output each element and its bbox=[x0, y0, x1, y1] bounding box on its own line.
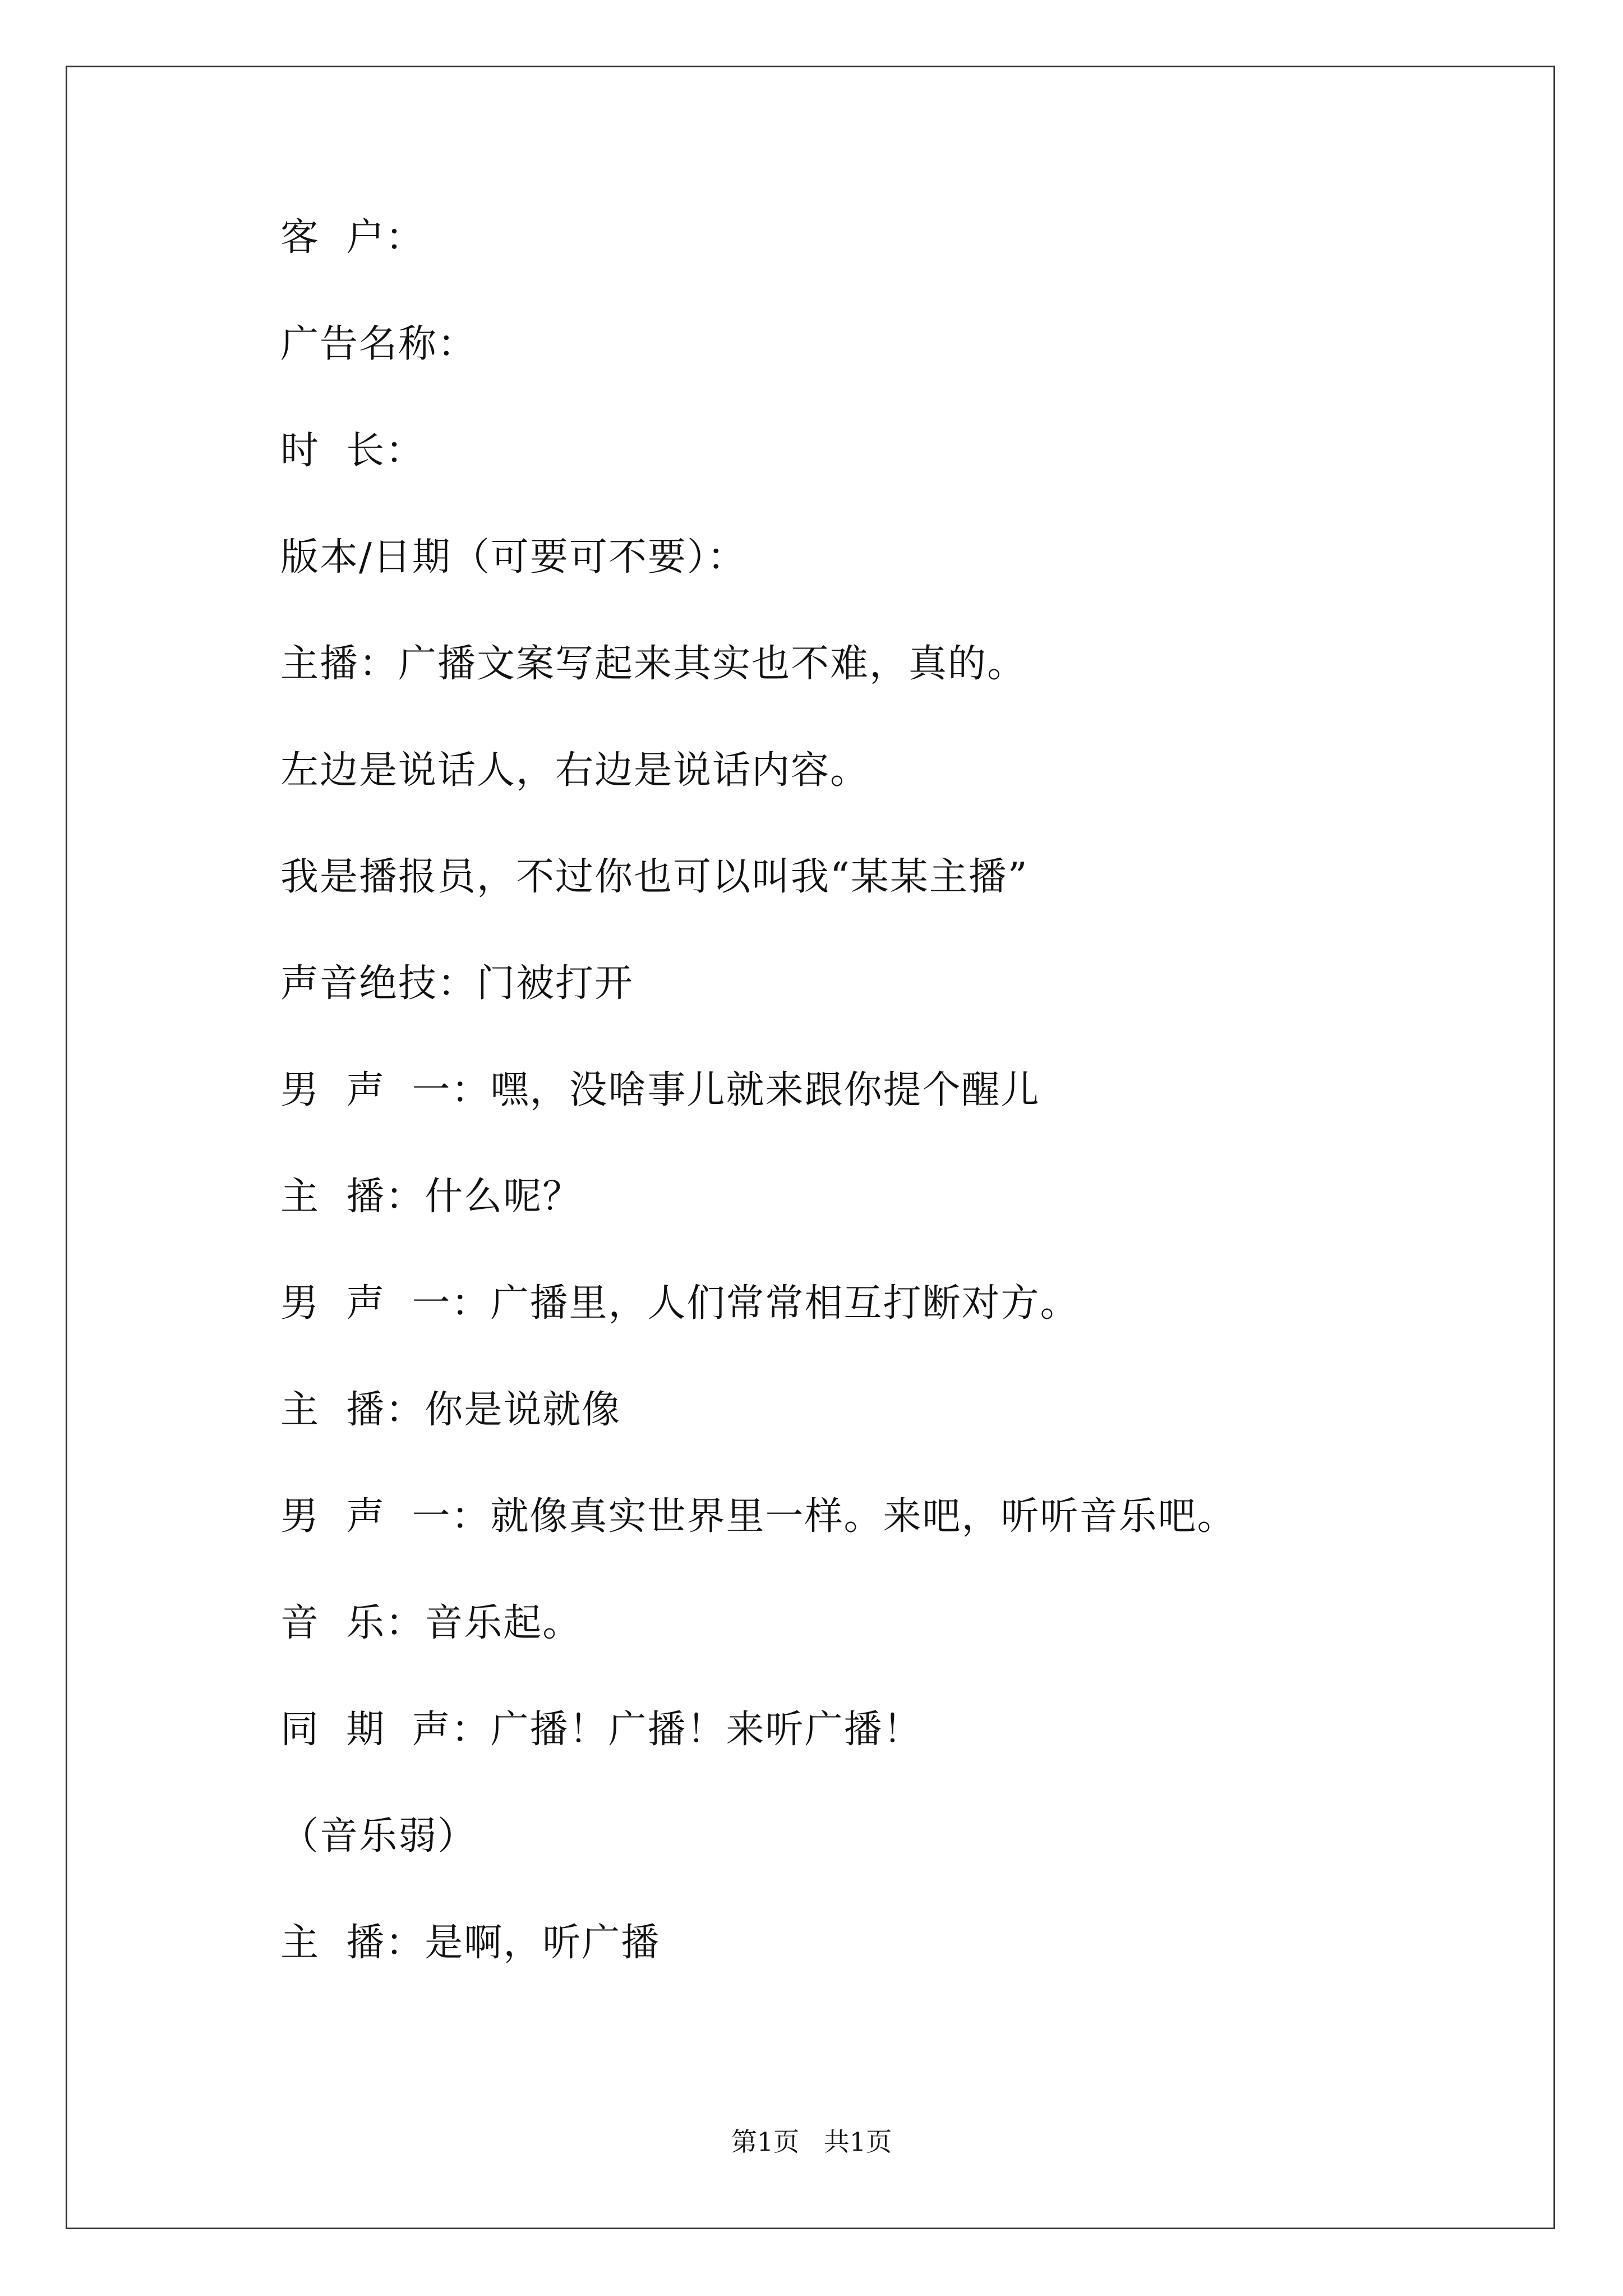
script-line: 声音绝技：门被打开 bbox=[280, 961, 634, 1006]
script-line: 主播：广播文案写起来其实也不难，真的。 bbox=[280, 642, 1027, 686]
document-body bbox=[280, 215, 1486, 2031]
field-duration: 时 长： bbox=[280, 429, 425, 473]
script-line: （音乐弱） bbox=[280, 1814, 477, 1858]
script-line: 主 播：是啊，听广播 bbox=[280, 1921, 661, 1965]
script-line: 主 播：你是说就像 bbox=[280, 1388, 621, 1432]
script-line: 男 声 一：广播里，人们常常相互打断对方。 bbox=[280, 1281, 1080, 1326]
script-line: 音 乐：音乐起。 bbox=[280, 1601, 582, 1645]
field-ad-name: 广告名称： bbox=[280, 322, 477, 366]
field-client: 客 户： bbox=[280, 215, 425, 260]
script-line: 我是播报员，不过你也可以叫我“某某主播” bbox=[280, 855, 1029, 899]
script-line: 主 播：什么呢？ bbox=[280, 1175, 582, 1219]
script-line: 左边是说话人，右边是说话内容。 bbox=[280, 748, 870, 793]
field-version-date: 版本/日期（可要可不要）： bbox=[280, 535, 746, 579]
page-footer: 第1页 共1页 bbox=[731, 2127, 892, 2157]
script-line: 男 声 一：就像真实世界里一样。来吧，听听音乐吧。 bbox=[280, 1494, 1237, 1539]
script-line: 男 声 一：嘿，没啥事儿就来跟你提个醒儿 bbox=[280, 1068, 1040, 1112]
script-line: 同 期 声：广播！广播！来听广播！ bbox=[280, 1708, 923, 1752]
